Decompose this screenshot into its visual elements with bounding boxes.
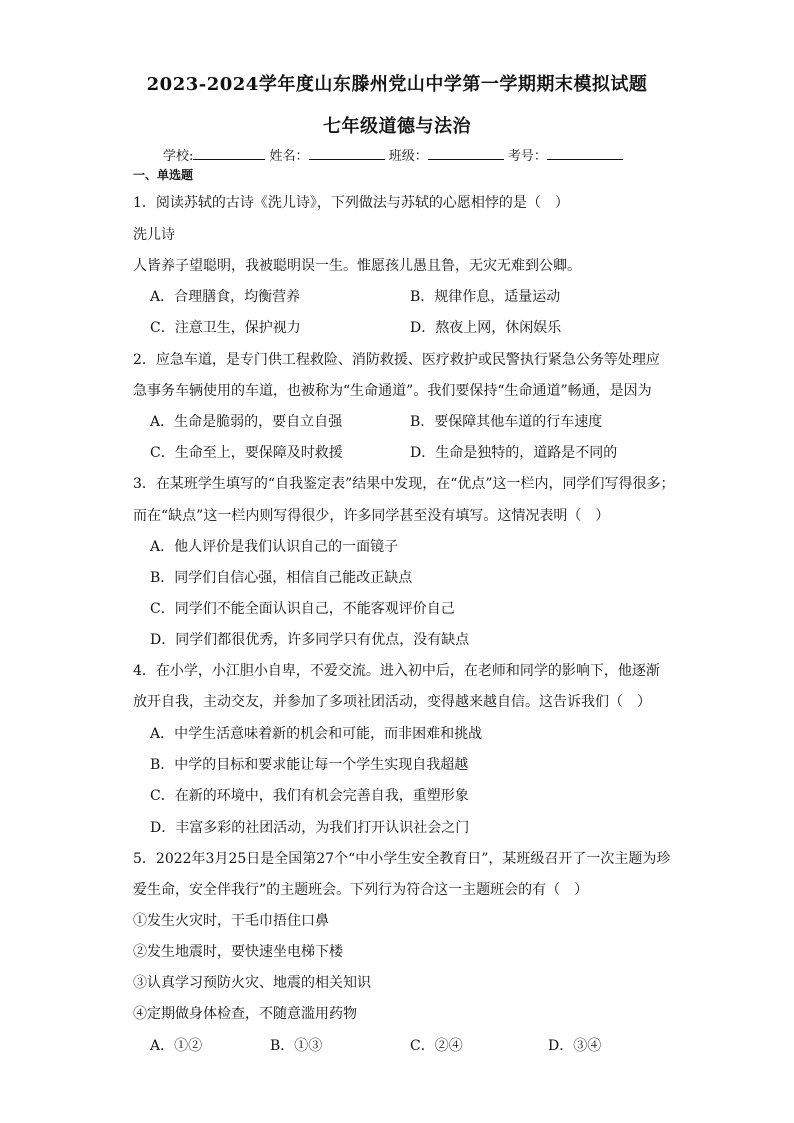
q4-option-a[interactable]: A．中学生活意味着新的机会和可能，而非困难和挑战	[150, 726, 483, 742]
q1-option-c[interactable]: C．注意卫生，保护视力	[150, 320, 301, 336]
q5-statement-2: ②发生地震时，要快速坐电梯下楼	[133, 944, 343, 960]
q1-option-b[interactable]: B．规律作息，适量运动	[410, 289, 561, 305]
question-5-stem-line-2: 爱生命，安全伴我行”的主题班会。下列行为符合这一主题班会的有（ ）	[133, 882, 589, 898]
q3-option-b[interactable]: B．同学们自信心强，相信自己能改正缺点	[150, 570, 413, 586]
q5-statement-3: ③认真学习预防火灾、地震的相关知识	[133, 975, 371, 991]
q5-statement-1: ①发生火灾时，干毛巾捂住口鼻	[133, 913, 329, 929]
class-label: 班级：	[388, 149, 428, 164]
q1-option-a[interactable]: A．合理膳食，均衡营养	[150, 289, 301, 305]
poem-text: 人皆养子望聪明，我被聪明误一生。惟愿孩儿愚且鲁，无灾无难到公卿。	[133, 258, 581, 274]
name-field[interactable]	[309, 147, 385, 160]
q2-option-b[interactable]: B．要保障其他车道的行车速度	[410, 414, 603, 430]
question-5-stem-line-1: 5．2022年3月25日是全国第27个“中小学生安全教育日”，某班级召开了一次主题为珍	[133, 851, 671, 867]
question-2-stem-line-1: 2．应急车道，是专门供工程救险、消防救援、医疗救护或民警执行紧急公务等处理应	[133, 352, 660, 368]
q1-option-d[interactable]: D．熬夜上网，休闲娱乐	[410, 320, 562, 336]
q5-option-a[interactable]: A．①②	[150, 1038, 203, 1054]
question-2-stem-line-2: 急事务车辆使用的车道，也被称为“生命通道”。我们要保持“生命通道”畅通，是因为	[133, 383, 652, 399]
q2-option-d[interactable]: D．生命是独特的，道路是不同的	[410, 445, 618, 461]
question-4-stem-line-1: 4．在小学，小江胆小自卑，不爱交流。进入初中后，在老师和同学的影响下，他逐渐	[133, 663, 660, 679]
question-3-stem-line-2: 而在“缺点”这一栏内则写得很少，许多同学甚至没有填写。这情况表明（ ）	[133, 508, 610, 524]
question-3-stem-line-1: 3．在某班学生填写的“自我鉴定表”结果中发现，在“优点”这一栏内，同学们写得很多；	[133, 476, 675, 492]
q2-option-c[interactable]: C．生命至上，要保障及时救援	[150, 445, 343, 461]
exam-no-label: 考号：	[507, 149, 547, 164]
question-1-stem: 1．阅读苏轼的古诗《洗儿诗》，下列做法与苏轼的心愿相悖的是（ ）	[133, 195, 569, 211]
q5-option-c[interactable]: C．②④	[410, 1038, 463, 1054]
exam-no-field[interactable]	[547, 147, 623, 160]
name-label: 姓名：	[269, 149, 309, 164]
q3-option-c[interactable]: C．同学们不能全面认识自己，不能客观评价自己	[150, 601, 455, 617]
q3-option-d[interactable]: D．同学们都很优秀，许多同学只有优点，没有缺点	[150, 632, 470, 648]
question-4-stem-line-2: 放开自我，主动交友，并参加了多项社团活动，变得越来越自信。这告诉我们（ ）	[133, 694, 651, 710]
student-info-row	[163, 145, 623, 164]
class-field[interactable]	[428, 147, 504, 160]
q4-option-c[interactable]: C．在新的环境中，我们有机会完善自我，重塑形象	[150, 788, 469, 804]
q5-statement-4: ④定期做身体检查，不随意滥用药物	[133, 1006, 357, 1022]
q2-option-a[interactable]: A．生命是脆弱的，要自立自强	[150, 414, 343, 430]
q3-option-a[interactable]: A．他人评价是我们认识自己的一面镜子	[150, 539, 399, 555]
school-label: 学校:	[163, 149, 194, 164]
section-heading: 一、单选题	[133, 168, 194, 182]
q5-option-d[interactable]: D．③④	[548, 1038, 602, 1054]
exam-subtitle: 七年级道德与法治	[323, 116, 471, 137]
q4-option-d[interactable]: D．丰富多彩的社团活动，为我们打开认识社会之门	[150, 820, 470, 836]
q4-option-b[interactable]: B．中学的目标和要求能让每一个学生实现自我超越	[150, 757, 469, 773]
school-field[interactable]	[193, 147, 265, 160]
poem-title: 洗儿诗	[133, 227, 175, 243]
exam-title: 2023-2024学年度山东滕州党山中学第一学期期末模拟试题	[146, 74, 648, 95]
q5-option-b[interactable]: B．①③	[270, 1038, 323, 1054]
